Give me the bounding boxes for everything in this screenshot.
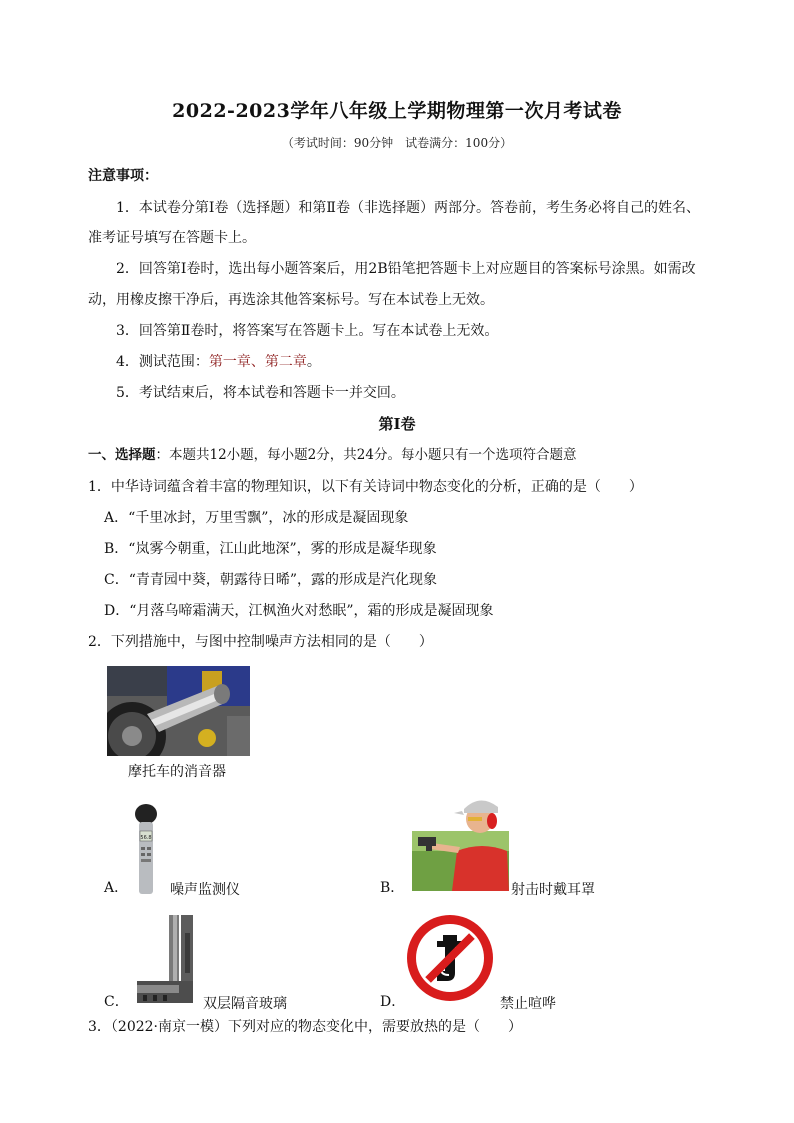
- no-noise-sign-image: [405, 913, 495, 1003]
- q2-stem: 2．下列措施中，与图中控制噪声方法相同的是（ ）: [88, 634, 433, 650]
- figure-caption: 摩托车的消音器: [128, 764, 226, 780]
- meter-reading: 56.8: [140, 835, 152, 841]
- note-4-prefix: 4．测试范围：: [116, 354, 209, 370]
- exam-title: 2022-2023学年八年级上学期物理第一次月考试卷: [172, 100, 622, 122]
- q2-option-c-label: C．: [104, 994, 129, 1010]
- part-title: 第Ⅰ卷: [378, 415, 416, 433]
- q1-option-a: A．“千里冰封，万里雪飘”，冰的形成是凝固现象: [104, 510, 409, 526]
- note-4: [116, 353, 321, 371]
- motorcycle-muffler-image: [107, 666, 250, 756]
- shooter-earmuffs-image: [412, 791, 509, 891]
- note-1-line-2: 准考证号填写在答题卡上。: [88, 230, 256, 246]
- q3-stem: 3．（2022·南京一模）下列对应的物态变化中，需要放热的是（ ）: [88, 1019, 522, 1035]
- notes-heading: 注意事项：: [88, 168, 158, 184]
- q1-option-b: B．“岚雾今朝重，江山此地深”，雾的形成是凝华现象: [104, 541, 437, 557]
- note-4-suffix: 。: [306, 354, 321, 370]
- noise-meter-image: [130, 803, 162, 895]
- q2-option-a-caption: 噪声监测仪: [170, 882, 240, 898]
- q1-stem: 1．中华诗词蕴含着丰富的物理知识，以下有关诗词中物态变化的分析，正确的是（ ）: [88, 479, 643, 495]
- note-2-line-1: 2．回答第Ⅰ卷时，选出每小题答案后，用2B铅笔把答题卡上对应题目的答案标号涂黑。如需改: [116, 261, 696, 277]
- q2-option-b-caption: 射击时戴耳罩: [511, 882, 595, 898]
- q1-option-d: D．“月落乌啼霜满天，江枫渔火对愁眠”，霜的形成是凝固现象: [104, 603, 494, 619]
- note-5: 5．考试结束后，将本试卷和答题卡一并交回。: [116, 385, 405, 401]
- section-heading: [88, 446, 576, 464]
- note-4-range: 第一章、第二章: [208, 354, 307, 370]
- q1-option-c: C．“青青园中葵，朝露待日晞”，露的形成是汽化现象: [104, 572, 438, 588]
- q2-option-a-label: A．: [104, 880, 129, 896]
- section-heading-bold: 一、选择题: [88, 447, 156, 463]
- note-3: 3．回答第Ⅱ卷时，将答案写在答题卡上。写在本试卷上无效。: [116, 323, 499, 339]
- q2-option-b-label: B．: [380, 880, 405, 896]
- section-heading-rest: ：本题共12小题，每小题2分，共24分。每小题只有一个选项符合题意: [155, 447, 577, 463]
- note-2-line-2: 动，用橡皮擦干净后，再选涂其他答案标号。写在本试卷上无效。: [88, 292, 494, 308]
- exam-subtitle: （考试时间：90分钟 试卷满分：100分）: [281, 136, 513, 150]
- note-1-line-1: 1．本试卷分第Ⅰ卷（选择题）和第Ⅱ卷（非选择题）两部分。答卷前，考生务必将自己的姓名、: [116, 200, 700, 216]
- double-glass-image: [135, 913, 197, 1005]
- q2-option-c-caption: 双层隔音玻璃: [203, 996, 287, 1012]
- q2-option-d-label: D．: [380, 994, 406, 1010]
- q2-option-d-caption: 禁止喧哗: [500, 996, 556, 1012]
